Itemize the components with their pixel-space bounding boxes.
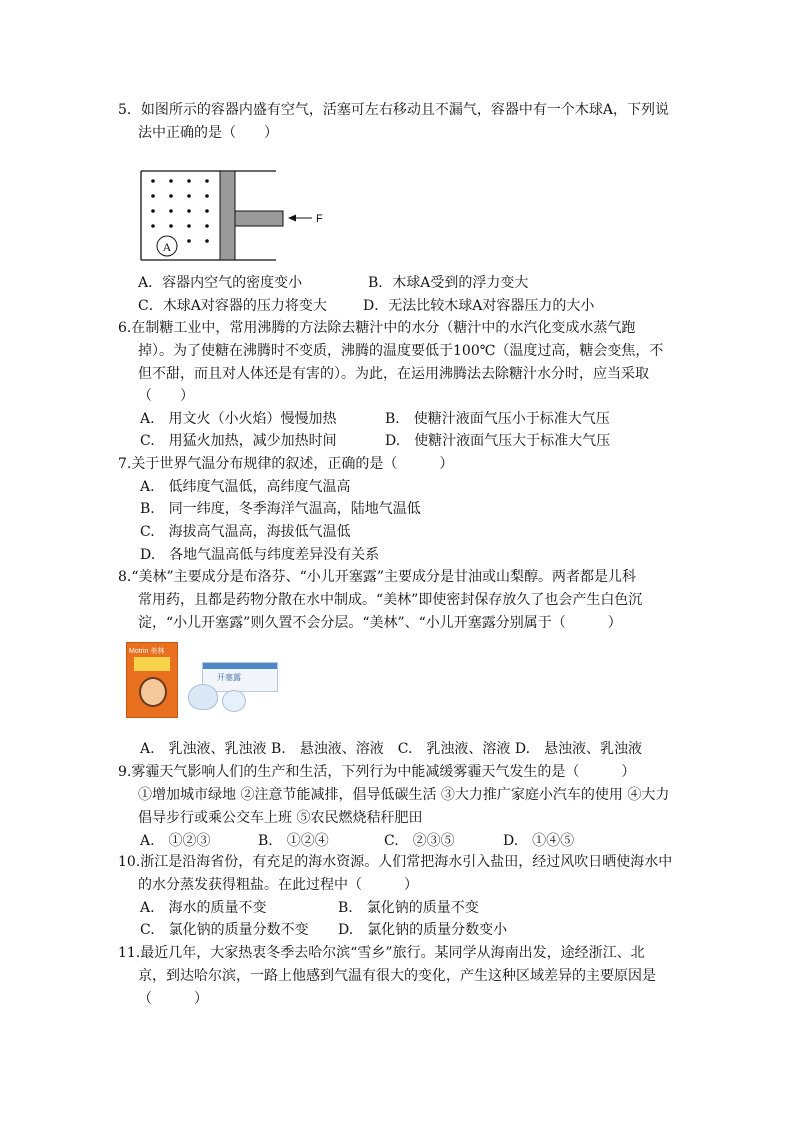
q11-stem-line-1: 11.最近几年，大家热衷冬季去哈尔滨“雪乡”旅行。某同学从海南出发，途经浙江、北	[118, 945, 645, 961]
q5-stem-line-1: 5．如图所示的容器内盛有空气，活塞可左右移动且不漏气，容器中有一个木球A，下列说	[118, 102, 670, 118]
q11-stem-line-3: （ ）	[138, 991, 208, 1007]
q5-option-d[interactable]: D．无法比较木球A对容器压力的大小	[363, 298, 595, 314]
q9-stem-line-1: 9.雾霾天气影响人们的生产和生活，下列行为中能减缓雾霾天气发生的是（ ）	[118, 764, 636, 780]
kaisailu-product-image	[184, 658, 278, 718]
q11-stem-line-2: 京，到达哈尔滨，一路上他感到气温有很大的变化，产生这种区域差异的主要原因是	[138, 968, 656, 984]
q9-stem-line-2: ①增加城市绿地 ②注意节能减排，倡导低碳生活 ③大力推广家庭小汽车的使用 ④大力	[138, 787, 670, 803]
motrin-label: Motrin 美林	[129, 648, 165, 655]
q6-option-c[interactable]: C. 用猛火加热，减少加热时间	[140, 433, 337, 449]
q8-stem-line-1: 8.“美林”主要成分是布洛芬、“小儿开塞露”主要成分是甘油或山梨醇。两者都是儿科	[118, 569, 636, 585]
q9-stem-line-3: 倡导步行或乘公交车上班 ⑤农民燃烧秸秆肥田	[138, 810, 423, 826]
q7-option-d[interactable]: D. 各地气温高低与纬度差异没有关系	[140, 547, 380, 563]
q7-option-a[interactable]: A. 低纬度气温低，高纬度气温高	[140, 479, 351, 495]
q6-option-a[interactable]: A. 用文火（小火焰）慢慢加热	[140, 411, 337, 427]
q7-option-c[interactable]: C. 海拔高气温高，海拔低气温低	[140, 524, 351, 540]
q5-container-diagram	[140, 168, 340, 263]
q5-option-c[interactable]: C．木球A对容器的压力将变大	[138, 298, 327, 314]
q9-option-d[interactable]: D. ①④⑤	[503, 833, 575, 849]
piston-rod	[235, 211, 283, 226]
motrin-product-image	[126, 642, 178, 718]
q10-stem-line-1: 10.浙江是沿海省份，有充足的海水资源。人们常把海水引入盐田，经过风吹日晒使海水中	[118, 854, 673, 870]
q10-option-a[interactable]: A. 海水的质量不变	[140, 900, 267, 916]
q10-stem-line-2: 的水分蒸发获得粗盐。在此过程中（ ）	[138, 877, 418, 893]
q6-stem-line-4: （ ）	[138, 388, 194, 404]
q5-stem-line-2: 法中正确的是（ ）	[138, 125, 278, 141]
q8-stem-line-3: 淀，“小儿开塞露”则久置不会分层。“美林”、“小儿开塞露分别属于（ ）	[138, 615, 622, 631]
dropper-bottle-icon-2	[222, 690, 246, 712]
q5-option-a[interactable]: A．容器内空气的密度变小	[138, 275, 303, 291]
force-arrow-head	[288, 215, 296, 222]
air-particles	[151, 179, 209, 243]
q7-option-b[interactable]: B. 同一纬度，冬季海洋气温高，陆地气温低	[140, 501, 421, 517]
child-face-icon	[139, 677, 167, 707]
q6-stem-line-3: 但不甜，而且对人体还是有害的）。为此，在运用沸腾法去除糖汁水分时，应当采取	[138, 366, 649, 382]
q7-stem-line-1: 7.关于世界气温分布规律的叙述，正确的是（ ）	[118, 456, 454, 472]
kaisailu-box-stripe	[203, 663, 277, 669]
q9-option-c[interactable]: C. ②③⑤	[384, 833, 455, 849]
motrin-label-panel	[134, 657, 170, 671]
q10-option-d[interactable]: D. 氯化钠的质量分数变小	[338, 922, 508, 938]
q10-option-c[interactable]: C. 氯化钠的质量分数不变	[140, 922, 309, 938]
q6-stem-line-1: 6.在制糖工业中，常用沸腾的方法除去糖汁中的水分（糖汁中的水汽化变成水蒸气跑	[118, 320, 636, 336]
q8-options[interactable]: A. 乳浊液、乳浊液 B. 悬浊液、溶液 C. 乳浊液、溶液 D. 悬浊液、乳浊液	[140, 741, 643, 757]
force-label: F	[316, 213, 323, 225]
q9-option-a[interactable]: A. ①②③	[140, 833, 211, 849]
q5-option-b[interactable]: B．木球A受到的浮力变大	[368, 275, 529, 291]
q6-option-d[interactable]: D. 使糖汁液面气压大于标准大气压	[385, 433, 611, 449]
kaisailu-label: 开塞露	[217, 673, 241, 682]
q9-option-b[interactable]: B. ①②④	[258, 833, 329, 849]
piston	[220, 171, 235, 260]
q10-option-b[interactable]: B. 氯化钠的质量不变	[338, 900, 479, 916]
ball-label: A	[162, 240, 172, 254]
q8-stem-line-2: 常用药，且都是药物分散在水中制成。“美林”即使密封保存放久了也会产生白色沉	[138, 592, 643, 608]
q6-option-b[interactable]: B. 使糖汁液面气压小于标准大气压	[385, 411, 610, 427]
q6-stem-line-2: 掉）。为了使糖在沸腾时不变质，沸腾的温度要低于100℃（温度过高，糖会变焦，不	[138, 343, 664, 359]
dropper-bottle-icon	[188, 684, 218, 710]
